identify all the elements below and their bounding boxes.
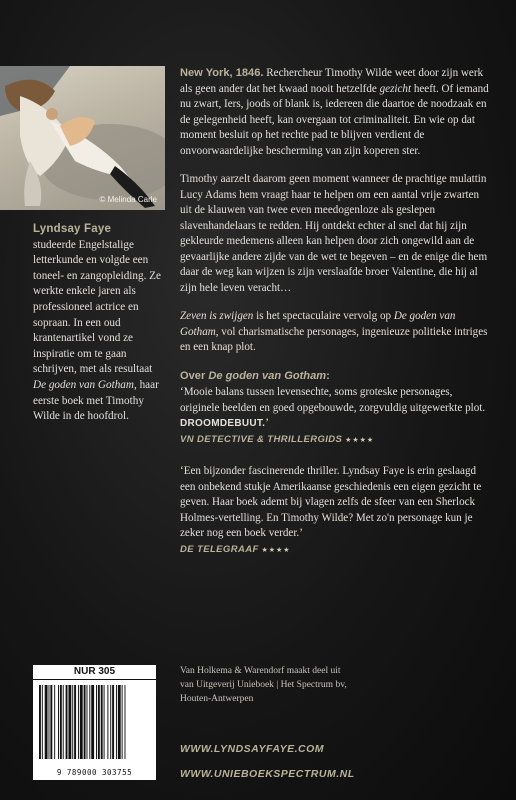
blurb-prequel-title: De goden van Gotham (180, 310, 456, 338)
reviews-heading-a: Over (180, 369, 209, 382)
review-quote-2 (180, 464, 491, 558)
review-1-source: VN DETECTIVE & THRILLERGIDS (180, 433, 343, 445)
blurb-p3-a: is het spectaculaire vervolg op (253, 310, 394, 322)
reviews-heading (180, 369, 491, 385)
review-1-close: ’ (265, 417, 269, 429)
blurb-p1-a: Rechercheur Timothy Wilde weet door zijn werk als geen ander dat het kwaad nooit hetzelfde (180, 67, 484, 95)
publisher-website-link[interactable]: WWW.UNIEBOEKSPECTRUM.NL (180, 768, 355, 780)
review-2-text: ‘Een bijzonder fascinerende thriller. Lyndsay Faye is erin geslaagd een onbekend stukje Amerikaanse geschiedenis een eigen gezicht te geven. Haar boek ademt bij vlagen zelfs de sfeer van een Sherlock Holmes-vertelling. En Timothy Wilde? Met zo'n personage kun je zeker nog een boek verder.’ (180, 465, 482, 539)
reviews-heading-b: : (326, 369, 330, 382)
author-name: Lyndsay Faye (33, 223, 112, 235)
blurb-paragraph-1 (180, 66, 491, 159)
blurb-p1-b: heeft. Of iemand nu zwart, Iers, joods of blank is, iedereen die daartoe de noodzaak en de gelegenheid heeft, kan overgaan tot criminaliteit. En wie op dat moment besluit op het rechte pad te blijven verdient de onvoorwaardelijke bescherming van zijn koperen ster. (180, 82, 489, 157)
photo-credit: © Melinda Carle (99, 195, 157, 204)
reviews-heading-title: De goden van Gotham (208, 369, 327, 382)
review-quote-1 (180, 385, 491, 448)
blurb-paragraph-3 (180, 309, 491, 356)
nur-code: NUR 305 (33, 665, 156, 680)
publisher-info (180, 664, 480, 706)
isbn-number: 9 789000 303755 (56, 768, 133, 777)
blurb-column (180, 66, 491, 574)
publisher-line-2: van Uitgeverij Unieboek | Het Spectrum bv, (180, 680, 347, 690)
blurb-p3-b: , vol charismatische personages, ingenieuze politieke intriges en een knap plot. (180, 325, 488, 353)
blurb-place-date: New York, 1846. (180, 67, 264, 79)
author-bio (33, 222, 168, 425)
blurb-paragraph-2: Timothy aarzelt daarom geen moment wanneer de prachtige mulattin Lucy Adams hem vraagt haar te helpen om een aantal vrije zwarten uit de klauwen van twee even meedogenloze als geslepen slavenhandelaars te redden. Hij ontdekt echter al snel dat hij zijn gekleurde medemens alleen kan helpen door zich ongewild aan de gevaarlijke andere zijde van de wet te begeven – en de enige die hem daar de weg kan wijzen is zijn verslaafde broer Valentine, die hij al zijn hele leven veracht… (180, 173, 488, 294)
author-photo (0, 66, 165, 210)
author-website-link[interactable]: WWW.LYNDSAYFAYE.COM (180, 743, 325, 755)
author-bio-text-a: studeerde Engelstalige letterkunde en volgde een toneel- en zangopleiding. Ze werkte enkele jaren als professioneel actrice en sopraan. In een oud krantenartikel vond ze inspiratie om te gaan schrijven, met als resultaat (33, 238, 161, 376)
author-bio-book-title: De goden van Gotham (33, 378, 134, 391)
author-bio-text-b: , haar eerste boek met Timothy Wilde in de hoofdrol. (33, 378, 159, 423)
publisher-line-1: Van Holkema & Warendorf maakt deel uit (180, 666, 341, 676)
review-2-stars: ★★★★ (261, 545, 291, 554)
blurb-book-title: Zeven is zwijgen (180, 310, 254, 322)
review-1-text: ‘Mooie balans tussen levensechte, soms groteske personages, originele beelden en goed opgebouwde, zorgvuldig uitgewerkte plot. (180, 386, 486, 414)
barcode-label (33, 665, 156, 780)
publisher-line-3: Houten-Antwerpen (180, 694, 254, 704)
review-1-stars: ★★★★ (345, 435, 375, 444)
review-2-source: DE TELEGRAAF (180, 543, 259, 555)
review-1-caps: DROOMDEBUUT. (180, 418, 266, 429)
author-photo-image (0, 66, 165, 210)
barcode-icon (37, 685, 152, 761)
blurb-p1-em: gezicht (379, 82, 412, 95)
